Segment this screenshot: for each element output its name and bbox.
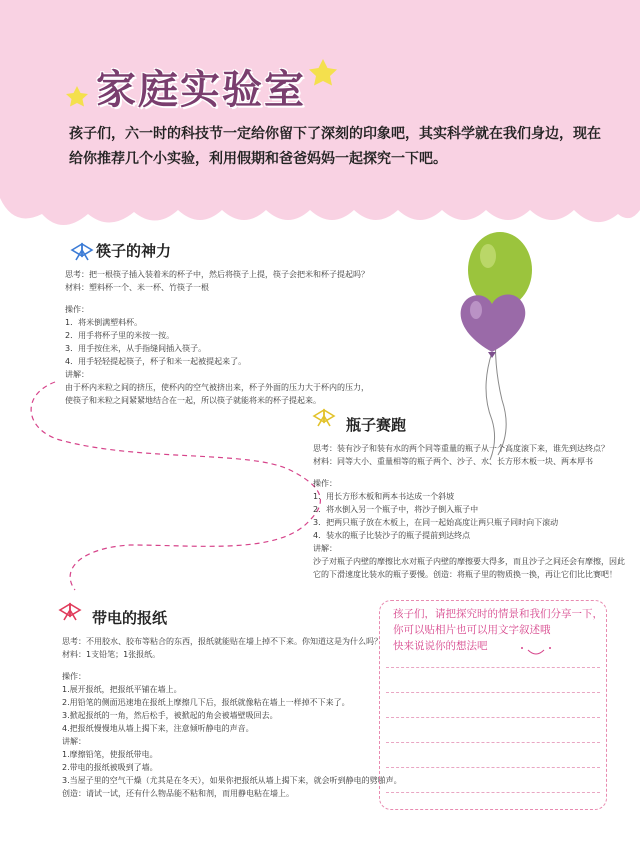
text-line: 创造：请试一试，还有什么物品能不粘和剂，而用静电粘在墙上。	[62, 789, 294, 798]
bow-icon	[72, 244, 92, 260]
text-line: 3．把两只瓶子放在木板上，在同一起始高度让两只瓶子同时向下滚动	[313, 518, 559, 527]
text-line: 思考：把一根筷子插入装着米的杯子中，然后将筷子上提，筷子会把米和杯子提起吗？	[65, 270, 369, 279]
text-line: 2．用手将杯子里的米按一按。	[65, 331, 175, 340]
share-line: 快来说说你的想法吧	[393, 640, 488, 652]
bow-icon	[314, 410, 334, 426]
section-title-charged-newspaper: 带电的报纸	[92, 609, 168, 627]
text-line: 讲解：	[65, 370, 89, 379]
text-line: 材料：塑料杯一个、米一杯、竹筷子一根	[65, 283, 209, 292]
writing-line	[386, 692, 600, 693]
text-line: 讲解：	[62, 737, 86, 746]
share-box-text	[393, 606, 603, 654]
dashed-connector-path	[31, 382, 320, 590]
writing-line	[386, 792, 600, 793]
text-line: 4.把报纸慢慢地从墙上揭下来，注意倾听静电的声音。	[62, 724, 254, 733]
text-line: 思考：装有沙子和装有水的两个同等重量的瓶子从一个高度滚下来，谁先到达终点？	[313, 444, 609, 453]
section-title-chopsticks: 筷子的神力	[96, 242, 172, 260]
text-line: 1．将米倒满塑料杯。	[65, 318, 143, 327]
text-line: 3.掀起报纸的一角，然后松手，被掀起的角会被墙壁吸回去。	[62, 711, 278, 720]
text-line: 材料：同等大小、重量相等的瓶子两个、沙子、水、长方形木板一块、两本厚书	[313, 457, 593, 466]
text-line: 2．将水倒入另一个瓶子中，将沙子倒入瓶子中	[313, 505, 479, 514]
section-title-bottle-race: 瓶子赛跑	[346, 416, 407, 434]
bow-icon	[60, 604, 80, 620]
text-line: 操作：	[62, 672, 86, 681]
text-line: 思考：不用胶水、胶布等粘合的东西，报纸就能贴在墙上掉不下来。你知道这是为什么吗？	[62, 637, 382, 646]
text-line: 它的下滑速度比装水的瓶子要慢。创造：将瓶子里的物质换一换，再让它们比比赛吧！	[313, 570, 617, 579]
text-line: 1．用长方形木板和两本书达成一个斜坡	[313, 492, 455, 501]
text-line: 讲解：	[313, 544, 337, 553]
balloons-illustration	[461, 232, 532, 460]
text-line: 2.用铅笔的侧面迅速地在报纸上摩擦几下后，报纸就像粘在墙上一样掉不下来了。	[62, 698, 350, 707]
page-title: 家庭实验室	[96, 67, 306, 113]
writing-line	[386, 717, 600, 718]
text-line: 4．装水的瓶子比装沙子的瓶子提前到达终点	[313, 531, 471, 540]
text-line: 操作：	[65, 305, 89, 314]
text-line: 2.带电的报纸被吸到了墙。	[62, 763, 158, 772]
text-line: 由于杯内米粒之间的挤压，使杯内的空气被挤出来，杯子外面的压力大于杯内的压力，	[65, 383, 369, 392]
section-body-chopsticks	[65, 268, 369, 407]
text-line: 1.摩擦铅笔，使报纸带电。	[62, 750, 158, 759]
writing-line	[386, 667, 600, 668]
intro-text: 孩子们，六一时的科技节一定给你留下了深刻的印象吧，其实科学就在我们身边，现在给你推荐几个小实验，利用假期和爸爸妈妈一起探究一下吧。	[69, 126, 601, 167]
share-line: 你可以贴相片也可以用文字叙述哦	[393, 624, 551, 636]
text-line: 操作：	[313, 479, 337, 488]
text-line: 3．用手按住米，从手指缝间插入筷子。	[65, 344, 207, 353]
writing-line	[386, 767, 600, 768]
text-line: 3.当屋子里的空气干燥（尤其是在冬天），如果你把报纸从墙上揭下来，就会听到静电的劈啪声。	[62, 776, 402, 785]
purple-heart-balloon	[461, 295, 526, 353]
share-line: 孩子们，请把探究时的情景和我们分享一下，	[393, 608, 603, 620]
section-body-bottle-race	[313, 442, 625, 581]
text-line: 沙子对瓶子内壁的摩擦比水对瓶子内壁的摩擦要大得多，而且沙子之间还会有摩擦，因此	[313, 557, 625, 566]
header-cloud-scallop-front	[0, 180, 640, 225]
text-line: 4．用手轻轻提起筷子，杯子和米一起被提起来了。	[65, 357, 247, 366]
text-line: 使筷子和米粒之间紧紧地结合在一起，所以筷子就能将米的杯子提起来。	[65, 396, 321, 405]
writing-line	[386, 742, 600, 743]
text-line: 1.展开报纸，把报纸平铺在墙上。	[62, 685, 182, 694]
text-line: 材料：1支铅笔；1张报纸。	[62, 650, 161, 659]
section-body-charged-newspaper	[62, 635, 402, 800]
